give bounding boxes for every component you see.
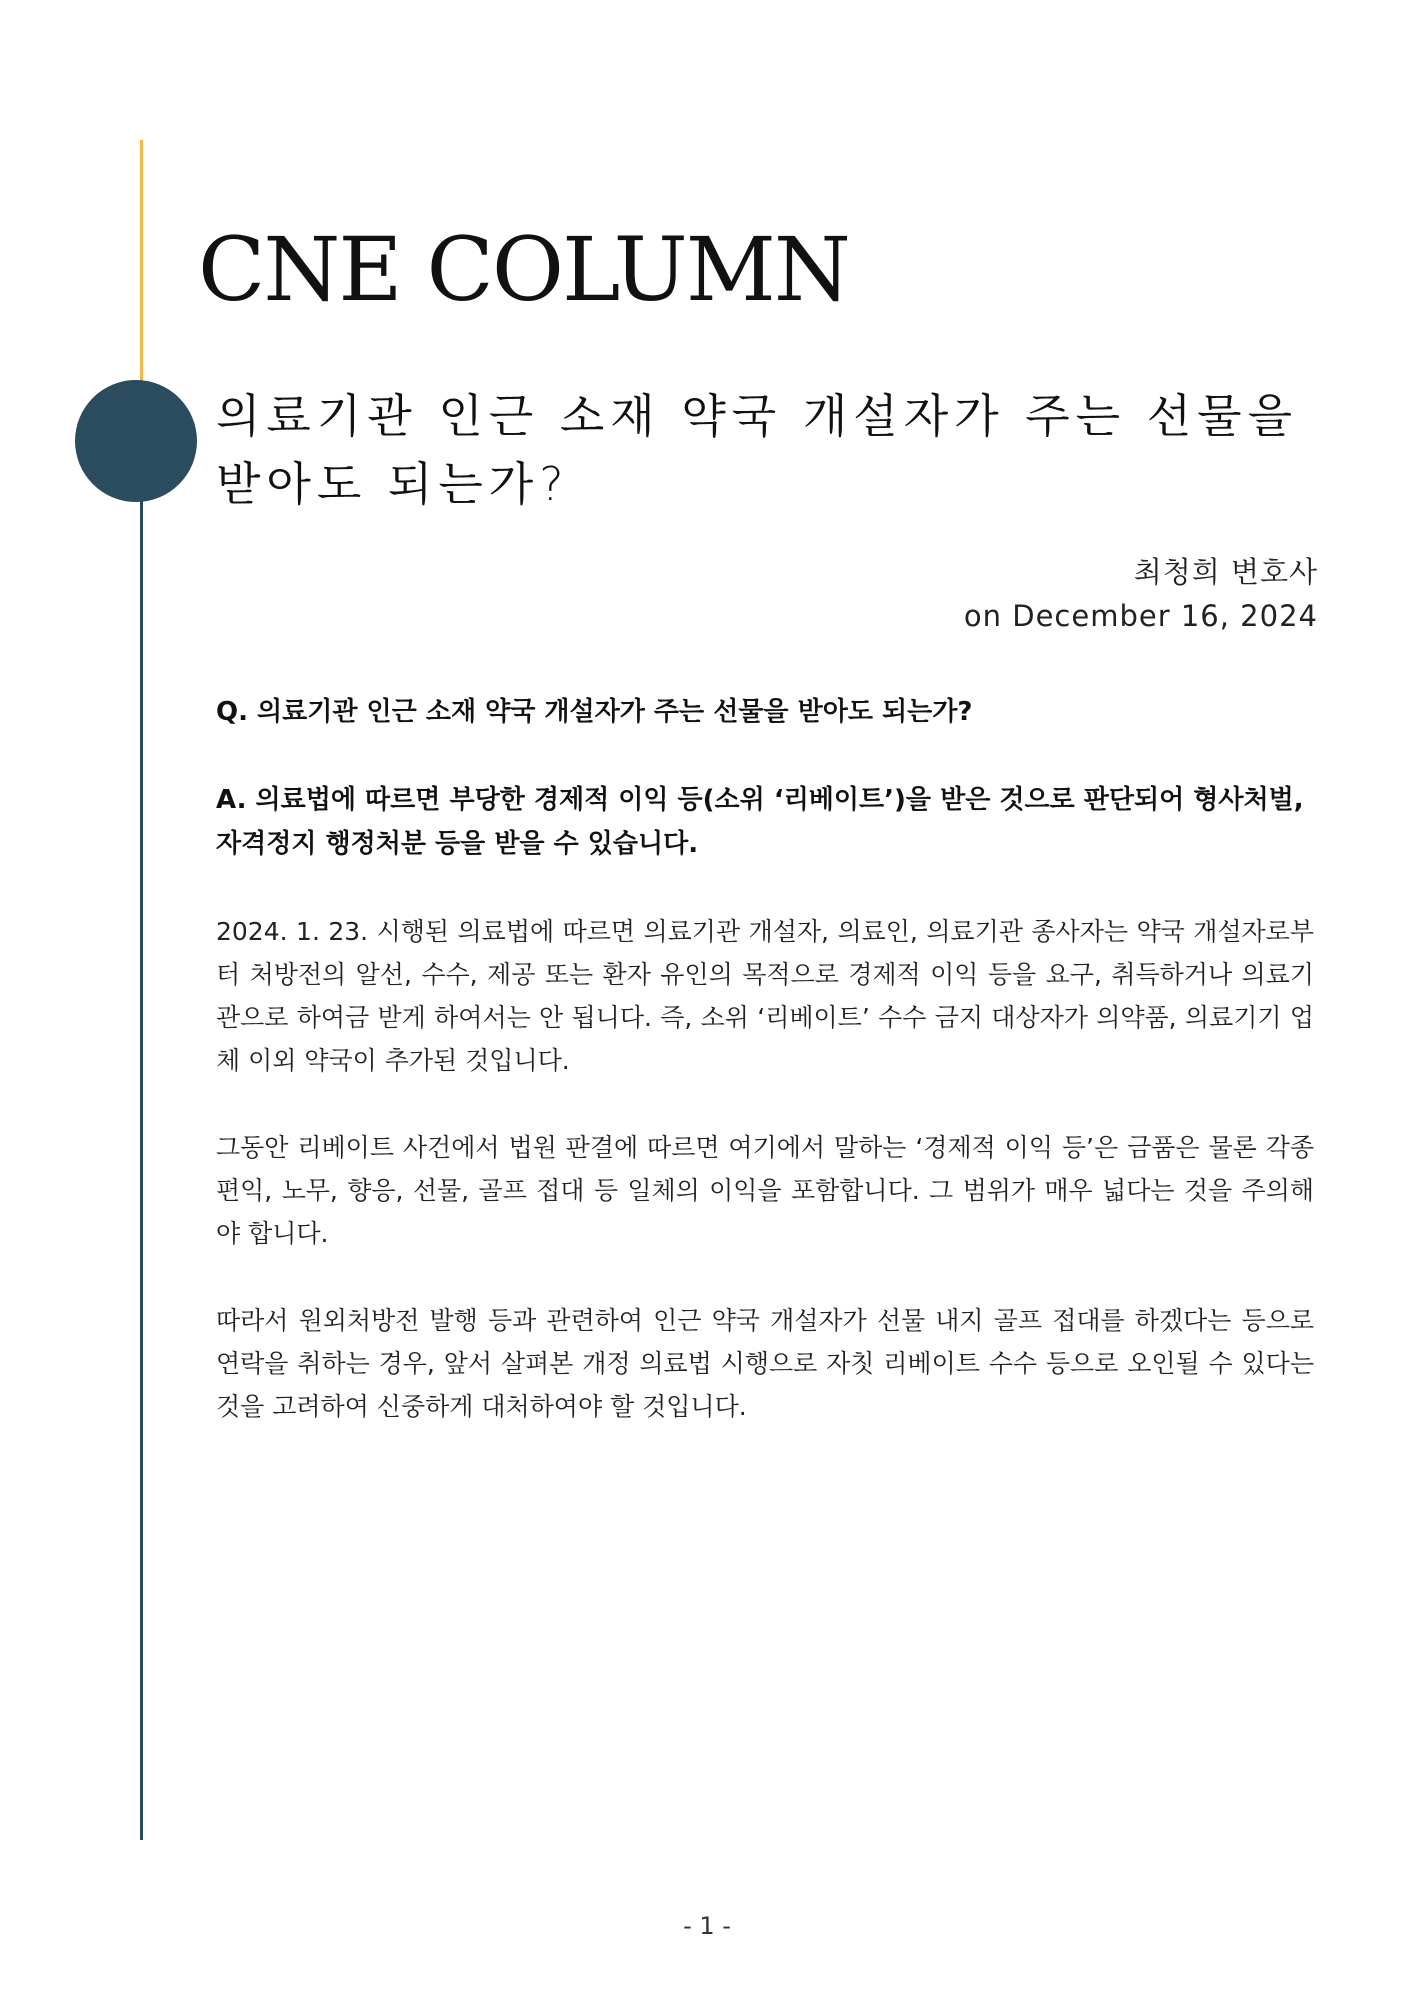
body-paragraph: 그동안 리베이트 사건에서 법원 판결에 따르면 여기에서 말하는 ‘경제적 이익 등’은 금품은 물론 각종 편익, 노무, 향응, 선물, 골프 접대 등 일체의 이익을 포함합니다. 그 범위가 매우 넓다는 것을 주의해야 합니다. [216,1133,1314,1248]
article-title: 의료기관 인근 소재 약국 개설자가 주는 선물을 받아도 되는가? [216,389,1299,511]
byline [964,550,1318,638]
body-paragraph: 따라서 원외처방전 발행 등과 관련하여 인근 약국 개설자가 선물 내지 골프 접대를 하겠다는 등으로 연락을 취하는 경우, 앞서 살펴본 개정 의료법 시행으로 자칫 리베이트 수수 등으로 오인될 수 있다는 것을 고려하여 신중하게 대처하여야 할 것입니다. [216,1306,1314,1421]
page-number: - 1 - [683,1912,731,1940]
body-paragraph: 2024. 1. 23. 시행된 의료법에 따르면 의료기관 개설자, 의료인, 의료기관 종사자는 약국 개설자로부터 처방전의 알선, 수수, 제공 또는 환자 유인의 목적으로 경제적 이익 등을 요구, 취득하거나 의료기관으로 하여금 받게 하여서는 안 됩니다. 즉, 소위 ‘리베이트’ 수수 금지 대상자가 의약품, 의료기기 업체 이외 약국이 추가된 것입니다. [216,917,1314,1075]
answer-text: A. 의료법에 따르면 부당한 경제적 이익 등(소위 ‘리베이트’)을 받은 것으로 판단되어 형사처벌, 자격정지 행정처분 등을 받을 수 있습니다. [216,785,1304,859]
publish-date: on December 16, 2024 [963,599,1318,633]
question-text: Q. 의료기관 인근 소재 약국 개설자가 주는 선물을 받아도 되는가? [216,697,973,727]
column-title: CNE COLUMN [198,218,849,321]
article-body [216,690,1314,1472]
navy-circle-ornament [75,380,197,502]
navy-accent-line [140,450,143,1840]
author-name: 최청희 변호사 [1133,555,1318,589]
